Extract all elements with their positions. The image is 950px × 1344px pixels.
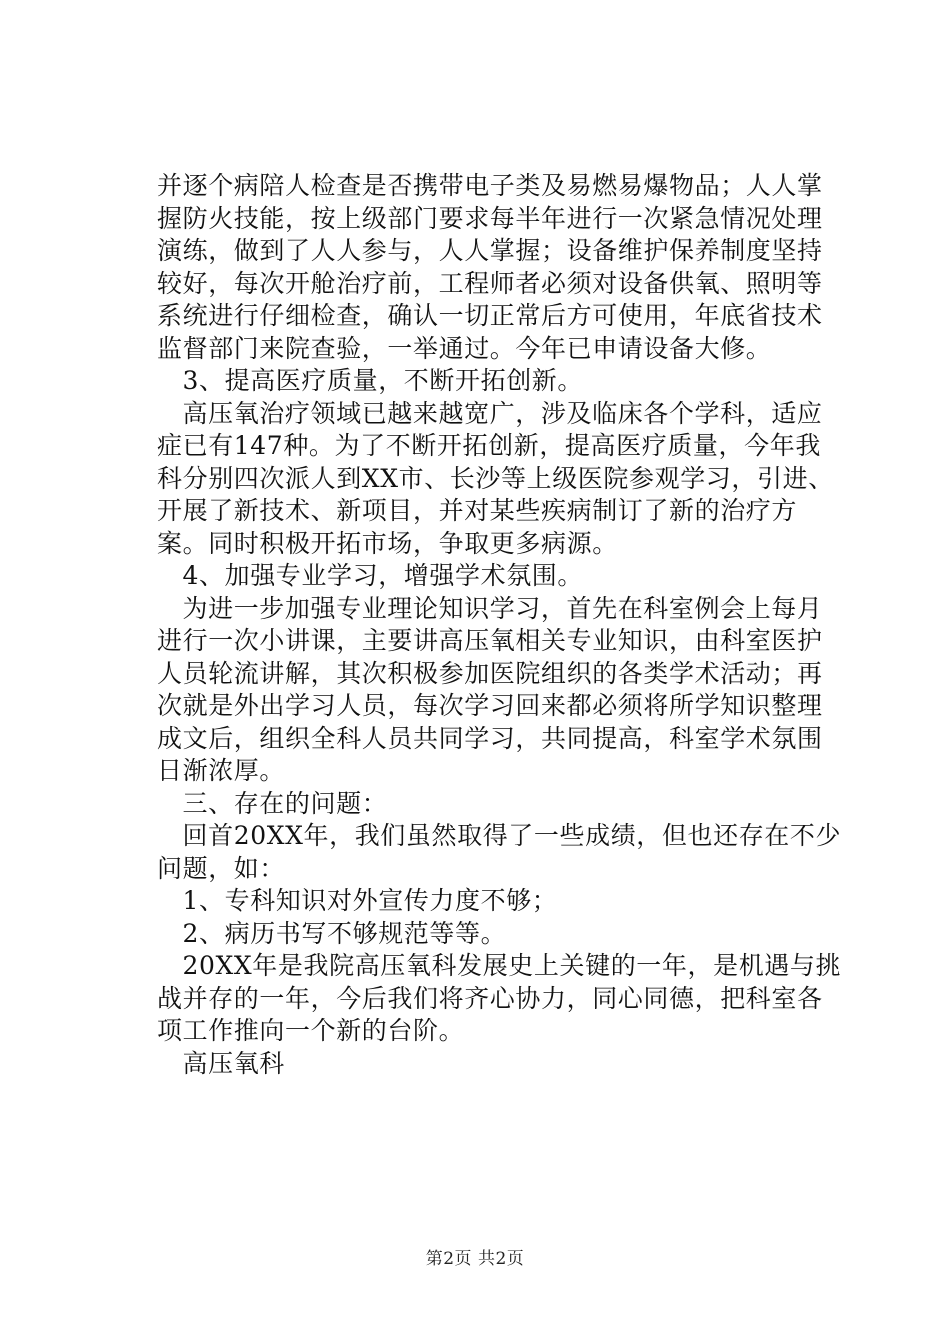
paragraph-hyperbaric-field: 高压氧治疗领域已越来越宽广，涉及临床各个学科，适应症已有147种。为了不断开拓创新，提高医疗质量，今年我科分别四次派人到XX市、长沙等上级医院参观学习，引进、开展了新技术、新项目，并对某些疾病制订了新的治疗方案。同时积极开拓市场，争取更多病源。 (157, 398, 834, 558)
heading-existing-problems: 三、存在的问题： (182, 788, 388, 818)
heading-improve-quality: 3、提高医疗质量，不断开拓创新。 (182, 366, 584, 395)
paragraph-study-activities: 为进一步加强专业理论知识学习，首先在科室例会上每月进行一次小讲课，主要讲高压氧相关专业知识，由科室医护人员轮流讲解，其次积极参加医院组织的各类学术活动；再次就是外出学习人员，每次学习回来都必须将所学知识整理成文后，组织全科人员共同学习，共同提高，科室学术氛围日渐浓厚。 (157, 593, 823, 785)
list-item-problem-1: 1、专科知识对外宣传力度不够； (182, 886, 558, 915)
paragraph-outlook: 20XX年是我院高压氧科发展史上关键的一年，是机遇与挑战并存的一年，今后我们将齐心协力，同心同德，把科室各项工作推向一个新的台阶。 (157, 951, 842, 1045)
list-item-problem-2: 2、病历书写不够规范等等。 (182, 918, 507, 948)
heading-professional-study: 4、加强专业学习，增强学术氛围。 (182, 561, 584, 590)
document-body (157, 170, 843, 1080)
page-number-footer: 第2页 共2页 (425, 1249, 525, 1269)
signature-department: 高压氧科 (182, 1048, 285, 1078)
paragraph-review-year: 回首20XX年，我们虽然取得了一些成绩，但也还存在不少问题，如： (157, 821, 842, 883)
paragraph-safety-continued: 并逐个病陪人检查是否携带电子类及易燃易爆物品；人人掌握防火技能，按上级部门要求每半年进行一次紧急情况处理演练，做到了人人参与，人人掌握；设备维护保养制度坚持较好，每次开舱治疗前，工程师者必须对设备供氧、照明等系统进行仔细检查，确认一切正常后方可使用，年底省技术监督部门来院查验，一举通过。今年已申请设备大修。 (157, 171, 823, 363)
